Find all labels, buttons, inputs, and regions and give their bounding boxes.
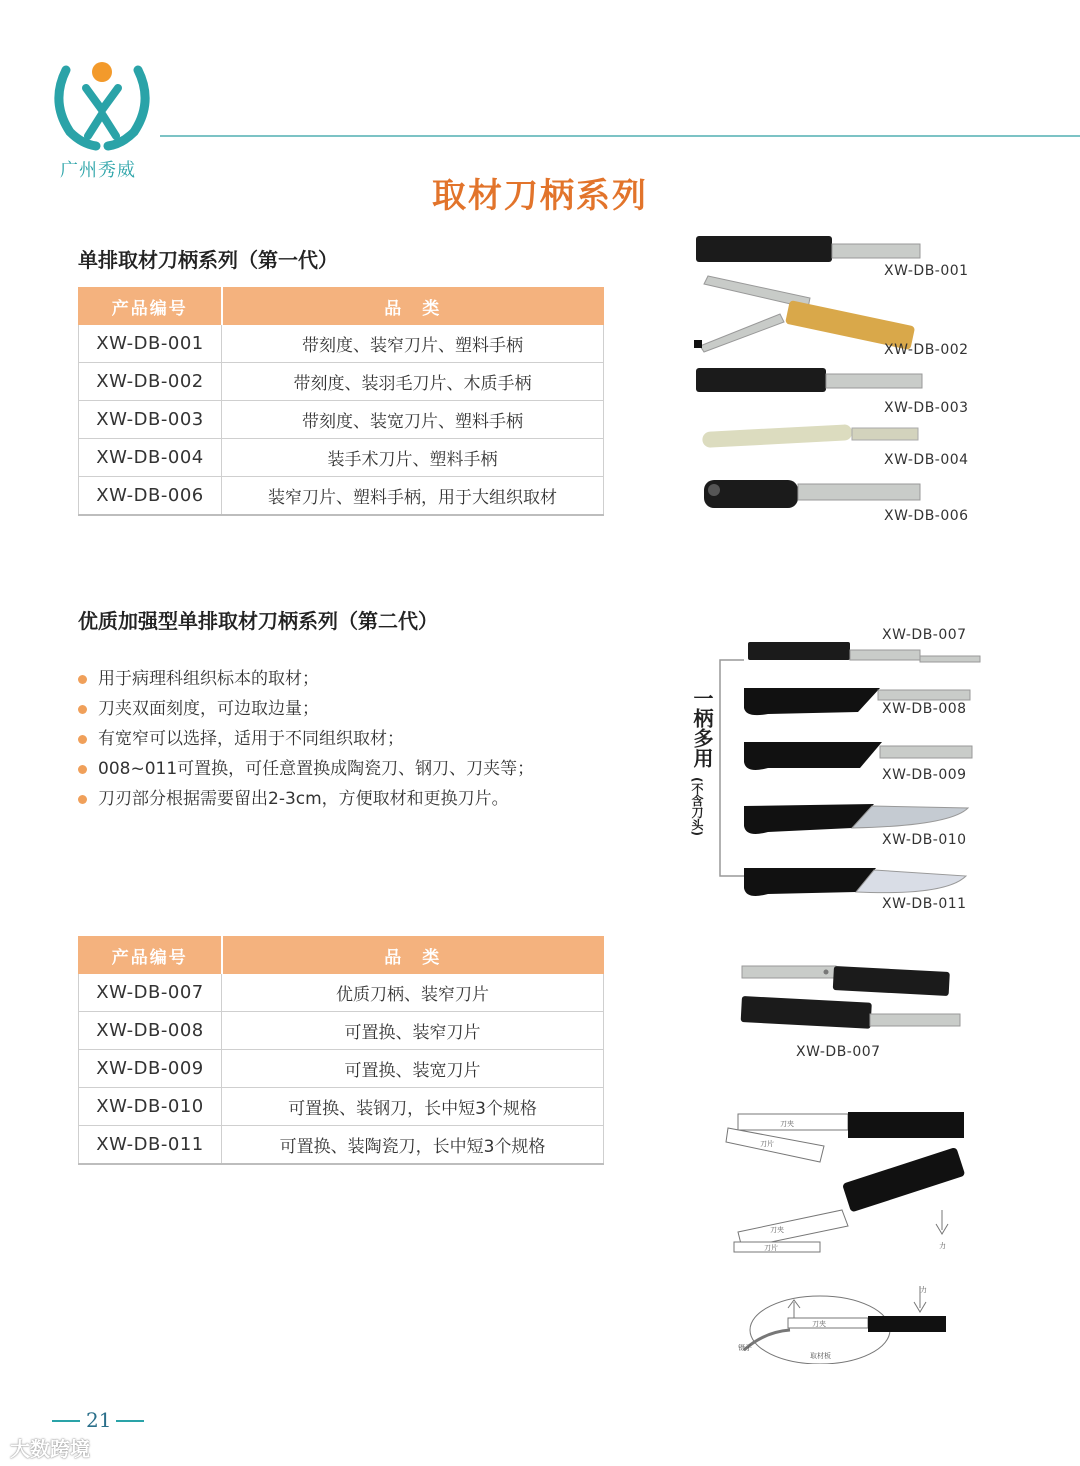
svg-text:镊子: 镊子 (738, 1344, 752, 1352)
product-desc: 可置换、装窄刀片 (222, 1012, 604, 1050)
table-header-category: 品 类 (222, 937, 604, 974)
brand-logo-icon (48, 52, 156, 152)
image-label: XW-DB-007 (882, 627, 967, 643)
svg-text:刀夹: 刀夹 (812, 1320, 826, 1328)
watermark-text: 大数跨境 (10, 1437, 90, 1461)
knife-011-image (744, 868, 966, 896)
page-title: 取材刀柄系列 (432, 176, 648, 216)
table-row (79, 325, 604, 363)
svg-text:刀夹: 刀夹 (770, 1226, 784, 1234)
bullet-dot-icon (78, 795, 87, 804)
table-row (79, 1050, 604, 1088)
knife-009-image (744, 742, 972, 770)
image-label: XW-DB-008 (882, 701, 967, 717)
image-label: XW-DB-010 (882, 832, 967, 848)
section-title-gen1: 单排取材刀柄系列（第一代） (78, 248, 338, 272)
product-desc: 可置换、装钢刀，长中短3个规格 (222, 1088, 604, 1126)
product-desc: 装手术刀片、塑料手柄 (222, 439, 604, 477)
knife-007-image (748, 642, 980, 662)
table-row (79, 363, 604, 401)
bullet-dot-icon (78, 735, 87, 744)
brand-logo-text: 广州秀威 (60, 160, 136, 181)
knife-010-image (744, 804, 968, 834)
table-header-code: 产品编号 (79, 288, 222, 325)
table-row (79, 1012, 604, 1050)
svg-text:刀夹: 刀夹 (780, 1120, 794, 1128)
knife-002-image (694, 276, 915, 352)
product-desc: 可置换、装陶瓷刀，长中短3个规格 (222, 1126, 604, 1165)
feature-list (78, 664, 638, 814)
page-number-rule (116, 1420, 144, 1422)
image-label: XW-DB-009 (882, 767, 967, 783)
table-header-category: 品 类 (222, 288, 604, 325)
svg-text:力: 力 (920, 1286, 927, 1294)
page-number: 21 (86, 1408, 112, 1432)
page-number-rule (52, 1420, 80, 1422)
table-row (79, 1126, 604, 1165)
svg-text:取材板: 取材板 (810, 1352, 831, 1360)
table-row (79, 974, 604, 1012)
knife-006-image (704, 480, 920, 508)
product-code: XW-DB-003 (79, 401, 222, 439)
product-code: XW-DB-009 (79, 1050, 222, 1088)
table-header-code: 产品编号 (79, 937, 222, 974)
image-label: XW-DB-007 (796, 1044, 881, 1060)
usage-diagrams (724, 1106, 972, 1364)
list-item: 有宽窄可以选择，适用于不同组织取材； (78, 724, 638, 754)
spec-table-gen1 (78, 287, 604, 516)
header-divider (160, 135, 1080, 137)
product-desc: 可置换、装宽刀片 (222, 1050, 604, 1088)
image-label: XW-DB-011 (882, 896, 967, 912)
knife-007-pair-image (738, 958, 964, 1034)
svg-text:刀片: 刀片 (764, 1244, 778, 1252)
knife-003-image (696, 368, 922, 392)
knife-001-image (696, 236, 920, 262)
table-row (79, 401, 604, 439)
product-code: XW-DB-001 (79, 325, 222, 363)
product-code: XW-DB-002 (79, 363, 222, 401)
list-item: 刀夹双面刻度，可边取边量； (78, 694, 638, 724)
product-code: XW-DB-008 (79, 1012, 222, 1050)
product-code: XW-DB-004 (79, 439, 222, 477)
image-label: XW-DB-001 (884, 263, 969, 279)
table-row (79, 1088, 604, 1126)
list-item: 刀刃部分根据需要留出2-3cm，方便取材和更换刀片。 (78, 784, 638, 814)
product-code: XW-DB-010 (79, 1088, 222, 1126)
product-desc: 带刻度、装窄刀片、塑料手柄 (222, 325, 604, 363)
product-desc: 带刻度、装羽毛刀片、木质手柄 (222, 363, 604, 401)
product-desc: 带刻度、装宽刀片、塑料手柄 (222, 401, 604, 439)
table-row (79, 477, 604, 516)
bullet-dot-icon (78, 705, 87, 714)
svg-text:力: 力 (939, 1242, 946, 1250)
multi-use-vertical-label: 一柄多用 (不含刀头) (690, 688, 714, 836)
image-label: XW-DB-002 (884, 342, 969, 358)
table-row (79, 439, 604, 477)
image-label: XW-DB-004 (884, 452, 969, 468)
spec-table-gen2 (78, 936, 604, 1165)
product-code: XW-DB-006 (79, 477, 222, 516)
bullet-dot-icon (78, 675, 87, 684)
list-item: 用于病理科组织标本的取材； (78, 664, 638, 694)
product-desc: 优质刀柄、装窄刀片 (222, 974, 604, 1012)
knife-004-image (702, 424, 918, 448)
product-desc: 装窄刀片、塑料手柄，用于大组织取材 (222, 477, 604, 516)
bullet-dot-icon (78, 765, 87, 774)
list-item: 008~011可置换，可任意置换成陶瓷刀、钢刀、刀夹等； (78, 754, 638, 784)
product-code: XW-DB-011 (79, 1126, 222, 1165)
image-label: XW-DB-006 (884, 508, 969, 524)
product-code: XW-DB-007 (79, 974, 222, 1012)
image-label: XW-DB-003 (884, 400, 969, 416)
section-title-gen2: 优质加强型单排取材刀柄系列（第二代） (78, 609, 438, 633)
svg-text:刀片: 刀片 (760, 1140, 774, 1148)
